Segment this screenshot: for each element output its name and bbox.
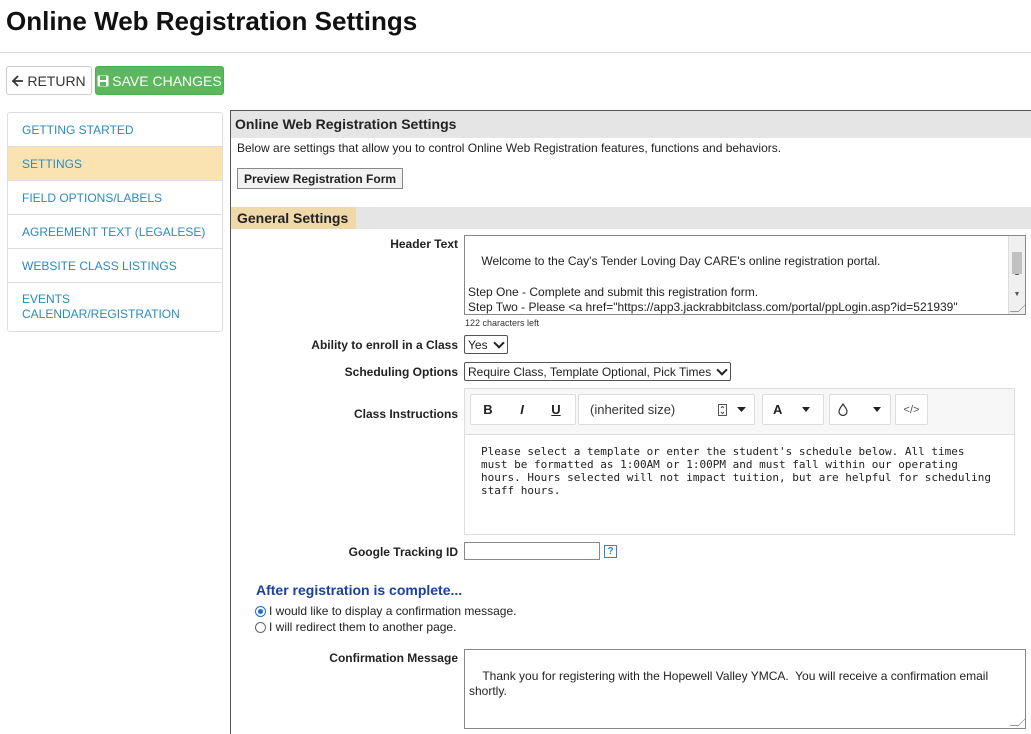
chevron-down-icon — [802, 407, 810, 412]
scheduling-value: Require Class, Template Optional, Pick Times — [468, 364, 712, 379]
page-title: Online Web Registration Settings — [6, 6, 418, 36]
header-text-textarea[interactable] — [464, 235, 1026, 315]
scroll-thumb[interactable] — [1012, 252, 1022, 274]
return-label: RETURN — [27, 72, 86, 89]
italic-button[interactable]: I — [520, 402, 524, 417]
radio-option-confirmation[interactable] — [255, 604, 516, 618]
panel-heading: Online Web Registration Settings — [231, 111, 1031, 138]
sidebar — [7, 112, 223, 332]
return-button[interactable] — [6, 66, 92, 95]
confirmation-message-textarea[interactable] — [464, 649, 1026, 729]
after-registration-heading: After registration is complete... — [256, 582, 463, 598]
radio-label-redirect: I will redirect them to another page. — [269, 620, 457, 634]
sidebar-item-events-calendar[interactable]: EVENTS CALENDAR/REGISTRATION — [22, 292, 180, 321]
confirmation-message-value: Thank you for registering with the Hopewell Valley YMCA. You will receive a confirmation email shortly. — [469, 668, 992, 698]
format-buttons — [470, 394, 576, 425]
header-text-value: Welcome to the Cay's Tender Loving Day CARE's online registration portal. Step One - Complete and submit this registration form. Step Two - Please <a href="https://app3.jackrabbitclass.com/portal/ppLogin.asp?id=521939" — [468, 253, 958, 314]
class-instructions-editor[interactable] — [464, 388, 1015, 535]
sidebar-item-website-class-listings[interactable]: WEBSITE CLASS LISTINGS — [8, 249, 222, 283]
radio-unselected[interactable] — [255, 622, 266, 633]
save-changes-button[interactable] — [95, 66, 224, 95]
radio-option-redirect[interactable] — [255, 620, 456, 634]
chars-left: 122 characters left — [465, 318, 540, 328]
background-color-button[interactable] — [829, 394, 891, 425]
chevron-down-icon — [717, 364, 728, 375]
class-instructions-text[interactable]: Please select a template or enter the student's schedule below. All times must be formatted as 1:00AM or 1:00PM and must fall within our operating hours. Hours selected will not impact tuition, but are helpful for scheduling staff hours. — [481, 445, 991, 497]
enroll-value: Yes — [468, 337, 488, 352]
sidebar-item-agreement-text[interactable]: AGREEMENT TEXT (LEGALESE) — [8, 215, 222, 249]
sidebar-item-field-options[interactable]: FIELD OPTIONS/LABELS — [8, 181, 222, 215]
save-icon — [97, 75, 109, 87]
section-title: General Settings — [231, 207, 356, 229]
help-icon[interactable]: ? — [604, 545, 617, 558]
font-color-button[interactable] — [762, 394, 824, 425]
droplet-icon — [838, 403, 848, 416]
font-size-select[interactable] — [578, 394, 755, 425]
preview-registration-button[interactable]: Preview Registration Form — [237, 168, 403, 189]
bold-button[interactable]: B — [483, 402, 493, 417]
google-tracking-label: Google Tracking ID — [348, 545, 458, 559]
scroll-down-icon[interactable]: ▼ — [1013, 291, 1021, 298]
confirmation-message-label: Confirmation Message — [329, 651, 458, 665]
underline-button[interactable]: U — [551, 402, 561, 417]
code-icon: </> — [903, 403, 920, 416]
settings-panel — [230, 110, 1031, 734]
font-color-icon: A — [773, 402, 783, 417]
radio-selected[interactable] — [255, 606, 266, 617]
radio-label-confirmation: I would like to display a confirmation message. — [269, 604, 517, 618]
title-divider — [0, 52, 1031, 53]
code-view-button[interactable] — [895, 394, 928, 425]
header-text-label: Header Text — [390, 237, 458, 251]
google-tracking-input[interactable] — [464, 542, 600, 560]
save-label: SAVE CHANGES — [112, 72, 222, 89]
sidebar-item-getting-started[interactable]: GETTING STARTED — [8, 113, 222, 147]
scheduling-select[interactable] — [464, 362, 731, 381]
stepper-icon — [718, 404, 727, 416]
arrow-left-icon — [12, 75, 24, 87]
editor-toolbar — [465, 389, 1014, 435]
chevron-down-icon — [873, 407, 881, 412]
class-instructions-label: Class Instructions — [353, 407, 458, 421]
font-size-value: (inherited size) — [590, 402, 676, 417]
chevron-down-icon — [493, 337, 504, 348]
panel-description: Below are settings that allow you to control Online Web Registration features, functions and behaviors. — [237, 141, 782, 155]
resize-handle[interactable] — [1010, 717, 1027, 726]
enroll-label: Ability to enroll in a Class — [311, 338, 458, 352]
sidebar-item-settings[interactable]: SETTINGS — [8, 147, 222, 181]
chevron-down-icon — [737, 407, 746, 413]
enroll-select[interactable] — [464, 335, 508, 354]
scheduling-label: Scheduling Options — [344, 365, 458, 379]
